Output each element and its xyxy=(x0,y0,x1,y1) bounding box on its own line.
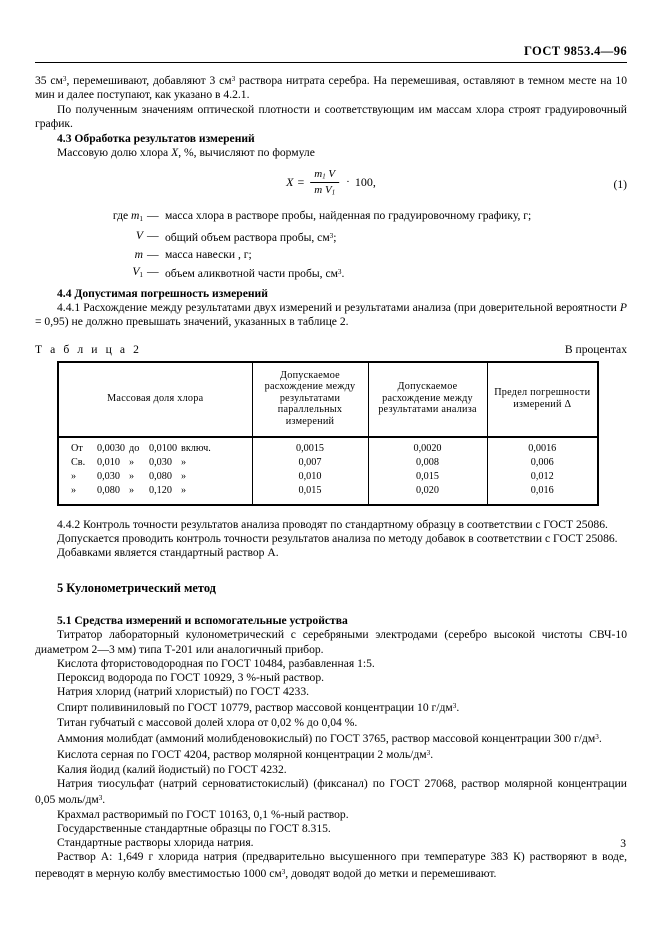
range-suffix: » xyxy=(181,456,187,468)
reagent-item: Титан губчатый с массовой долей хлора от 0,02 % до 0,04 %. xyxy=(57,715,358,729)
table2-units: В процентах xyxy=(564,342,627,356)
where-dash: — xyxy=(147,209,159,223)
where-dash: — xyxy=(147,229,159,243)
where-symbol: $V_1$ xyxy=(132,264,143,279)
heading-5: 5 Кулонометрический метод xyxy=(57,581,216,596)
table2-col-header-mass-fraction: Массовая доля хлора xyxy=(58,362,252,437)
table2-value: 0,015 xyxy=(298,484,322,496)
reagent-item: Кислота серная по ГОСТ 4204, раствор молярной концентрации 2 моль/$дм^3$. xyxy=(57,748,434,762)
table2-value: 0,0020 xyxy=(413,443,442,455)
where-text: масса хлора в растворе пробы, найденная по градуировочному графику, г; xyxy=(165,209,532,223)
range-value-from: 0,010 xyxy=(97,456,120,468)
where-symbol: m xyxy=(134,248,143,262)
range-prefix: Св. xyxy=(71,456,86,468)
heading-4-3: 4.3 Обработка результатов измерений xyxy=(57,132,255,146)
paragraph-calibration-graph: По полученным значениям оптической плотности и соответствующим им массам хлора строят градуировочный график. xyxy=(35,102,627,130)
formula-block xyxy=(35,166,627,204)
range-value-to: 0,0100 xyxy=(149,443,178,455)
where-label: где xyxy=(112,209,129,223)
table2-col-header-analysis: Допускаемое расхождение между результатами анализа xyxy=(368,362,487,437)
table2-value: 0,015 xyxy=(416,470,439,482)
reagent-item: Калия йодид (калий йодистый) по ГОСТ 4232. xyxy=(57,762,287,776)
reagent-item: Раствор А: 1,649 г хлорида натрия (предварительно высушенного при температуре 383 К) растворяют в воде, переводят в мерную колбу вместимостью 1000 $см^3$, доводят водой до метки и перемешивают. xyxy=(35,850,627,880)
where-row xyxy=(57,208,531,228)
table2-cell-ranges xyxy=(58,437,252,505)
where-dash: — xyxy=(147,264,159,278)
range-connector: до xyxy=(129,443,140,455)
table2-value: 0,0015 xyxy=(295,443,324,455)
formula-lhs: X xyxy=(286,174,294,189)
reagent-item: Крахмал растворимый по ГОСТ 10163, 0,1 %-ный раствор. xyxy=(57,807,349,821)
paragraph-4-4-2: 4.4.2 Контроль точности результатов анализа проводят по стандартному образцу в соответствии с ГОСТ 25086. xyxy=(57,517,608,531)
where-text: общий объем раствора пробы, $см^3$; xyxy=(165,231,337,245)
reagent-item: Спирт поливиниловый по ГОСТ 10779, раствор массовой концентрации 10 $г/дм^3$. xyxy=(57,701,460,715)
range-connector: » xyxy=(129,484,135,496)
page-header xyxy=(35,44,627,59)
table2-col-header-parallel: Допускаемое расхождение между результатами параллельных измерений xyxy=(252,362,368,437)
header-rule xyxy=(35,62,627,63)
paragraph-4-4-2b: Допускается проводить контроль точности результатов анализа по методу добавок в соответствии с ГОСТ 25086. xyxy=(57,531,618,545)
where-symbol: V xyxy=(135,229,143,243)
range-connector: » xyxy=(129,456,135,468)
formula-fraction xyxy=(310,168,339,196)
table2-value: 0,008 xyxy=(416,456,439,468)
reagent-item: Стандартные растворы хлорида натрия. xyxy=(57,836,254,850)
paragraph-4-4-1: 4.4.1 Расхождение между результатами двух измерений и результатами анализа (при доверительной вероятности P = 0,95) не должно превышать значений, указанных в таблице 2. xyxy=(35,301,627,329)
range-list xyxy=(71,443,211,498)
table2-value: 0,006 xyxy=(530,456,554,468)
table2-value: 0,007 xyxy=(298,456,322,468)
table2-value: 0,010 xyxy=(298,470,322,482)
page-content xyxy=(35,44,627,881)
reagent-item: Натрия хлорид (натрий хлористый) по ГОСТ 4233. xyxy=(57,685,310,699)
heading-5-1: 5.1 Средства измерений и вспомогательные устройства xyxy=(57,614,348,628)
range-suffix: » xyxy=(181,484,187,496)
where-dash: — xyxy=(147,248,159,262)
range-value-to: 0,120 xyxy=(149,484,172,496)
table2-caption: Т а б л и ц а 2 xyxy=(35,342,142,356)
table2-cell-limit xyxy=(487,437,598,505)
reagent-item: Кислота фтористоводородная по ГОСТ 10484, разбавленная 1:5. xyxy=(57,656,375,670)
range-value-to: 0,030 xyxy=(149,456,172,468)
range-prefix: От xyxy=(71,443,83,455)
formula-multiplier: 100, xyxy=(354,174,376,189)
table2-value: 0,0016 xyxy=(528,443,557,455)
where-symbol: где $m_1$ xyxy=(112,209,143,224)
paragraph-continuation: 35 $см^3$, перемешивают, добавляют 3 $см^3$ раствора нитрата серебра. На перемешивая, оставляют в темном месте на 10 мин и далее поступают, как указано в 4.2.1. xyxy=(35,74,627,102)
where-text: масса навески , г; xyxy=(165,248,252,262)
table2-value: 0,020 xyxy=(416,484,439,496)
table2-col-header-limit: Предел погрешности измерений Δ xyxy=(487,362,598,437)
page-number: 3 xyxy=(620,837,626,850)
table2-cell-analysis xyxy=(368,437,487,505)
heading-4-4: 4.4 Допустимая погрешность измерений xyxy=(57,287,268,301)
range-row xyxy=(71,443,211,457)
range-connector: » xyxy=(129,470,135,482)
table2-body-row xyxy=(58,437,598,505)
table2-value: 0,016 xyxy=(530,484,554,496)
reagent-item: Натрия тиосульфат (натрий серноватистокислый) (фиксанал) по ГОСТ 27068, раствор молярной концентрации 0,05 моль/$дм^3$. xyxy=(35,777,627,807)
paragraph-4-4-2c: Добавками является стандартный раствор А. xyxy=(57,546,279,560)
standard-code: ГОСТ 9853.4—96 xyxy=(524,44,627,58)
reagent-item: Титратор лабораторный кулонометрический с серебряными электродами (серебро высокой чистоты СВЧ-10 диаметром 2—3 мм) типа Т-201 или аналогичный прибор. xyxy=(35,628,627,656)
formula-multiply-dot: · xyxy=(346,176,350,189)
range-prefix: » xyxy=(71,484,77,496)
where-row xyxy=(57,228,531,247)
range-suffix: включ. xyxy=(181,443,211,455)
range-suffix: » xyxy=(181,470,187,482)
range-prefix: » xyxy=(71,470,77,482)
where-definitions xyxy=(57,208,531,283)
range-row xyxy=(71,456,211,470)
range-value-from: 0,030 xyxy=(97,470,120,482)
table2-caption-row xyxy=(35,343,627,356)
range-value-from: 0,080 xyxy=(97,484,120,496)
reagent-item: Пероксид водорода по ГОСТ 10929, 3 %-ный раствор. xyxy=(57,670,325,684)
reagent-item: Государственные стандартные образцы по ГОСТ 8.315. xyxy=(57,821,331,835)
paragraph-formula-intro: Массовую долю хлора X, %, вычисляют по формуле xyxy=(57,146,315,160)
formula-numerator: $m_1$ V xyxy=(310,168,339,183)
table2 xyxy=(57,361,599,506)
table2-cell-parallel xyxy=(252,437,368,505)
range-value-from: 0,0030 xyxy=(97,443,126,455)
where-text: объем аликвотной части пробы, $см^3$. xyxy=(165,267,345,281)
reagent-item: Аммония молибдат (аммоний молибденовокислый) по ГОСТ 3765, раствор массовой концентрации 300 $г/дм^3$. xyxy=(57,732,602,746)
where-row xyxy=(57,264,531,284)
range-row xyxy=(71,470,211,484)
formula-number: (1) xyxy=(613,178,627,192)
formula-denominator: m $V_1$ xyxy=(314,183,336,197)
range-row xyxy=(71,484,211,498)
formula-expression xyxy=(286,168,376,196)
table2-value: 0,012 xyxy=(530,470,554,482)
table2-header-row xyxy=(58,362,598,437)
formula-equals: = xyxy=(297,174,305,189)
reagent-list xyxy=(35,628,627,881)
range-value-to: 0,080 xyxy=(149,470,172,482)
where-row xyxy=(57,247,531,264)
